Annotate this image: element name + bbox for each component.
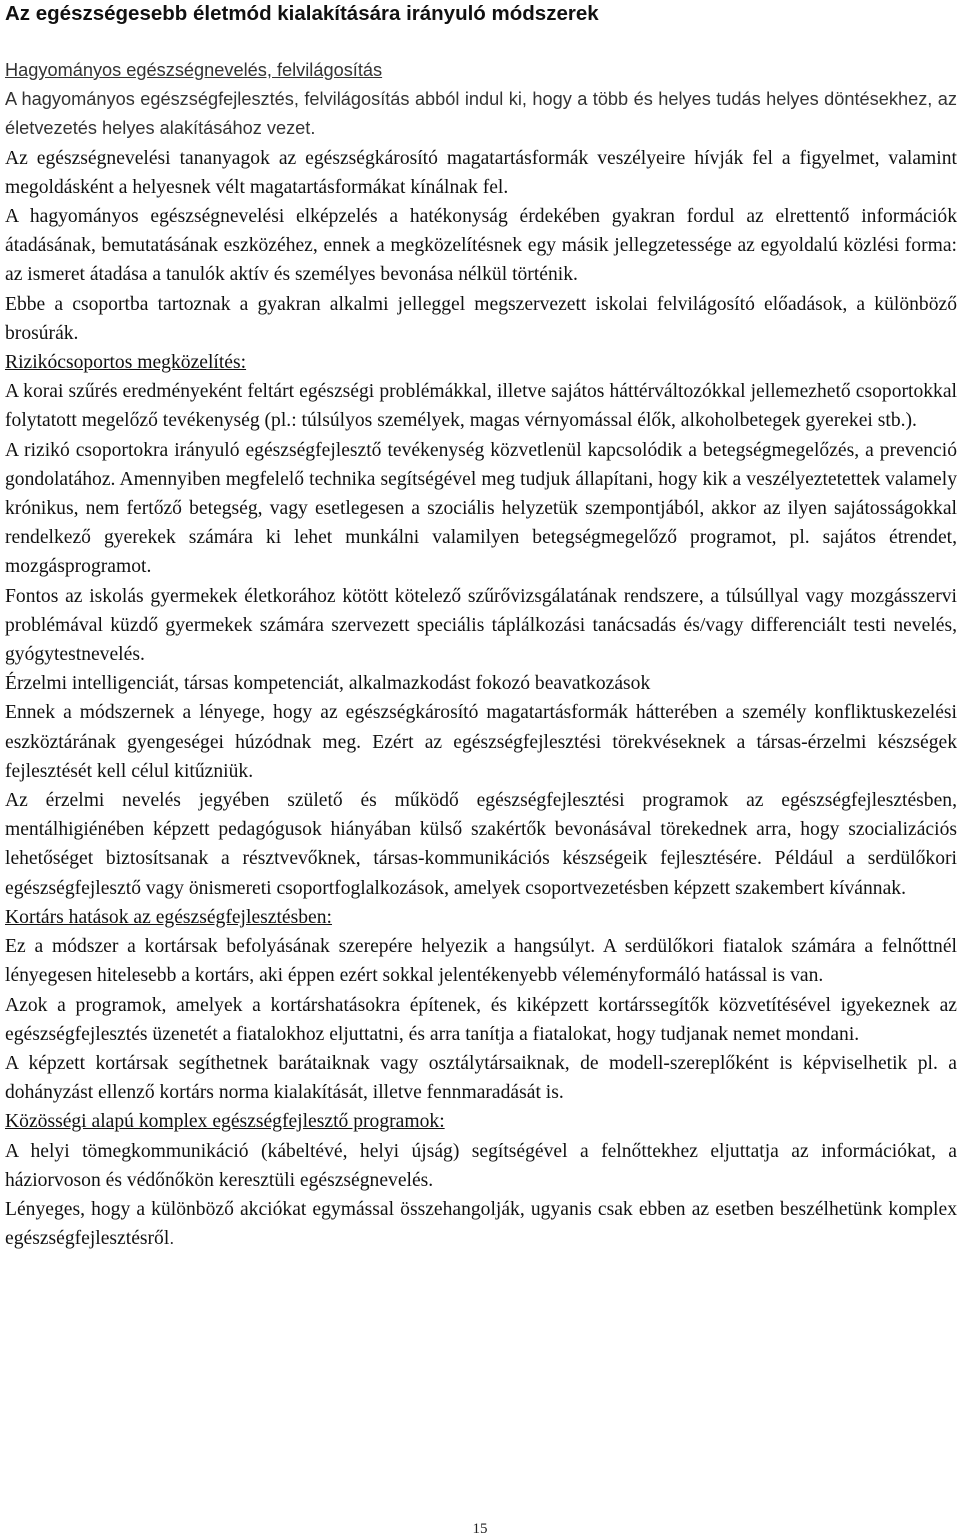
section-heading: Érzelmi intelligenciát, társas kompetenciát, alkalmazkodást fokozó beavatkozások <box>5 673 651 695</box>
text-run: A hagyományos egészségnevelési elképzelés a hatékonyság érdekében gyakran fordul az elrettentő információk átadásának, bemutatásának eszközéhez, ennek a megközelítésnek egy másik jellegzetessége az egyoldalú közlési forma: az ismeret átadása a tanulók aktív és személyes bevonása nélkül történik. <box>5 206 957 286</box>
paragraph <box>5 698 957 786</box>
paragraph <box>5 377 957 435</box>
paragraph <box>5 786 957 903</box>
paragraph <box>5 85 957 143</box>
text-run: A rizikó csoportokra irányuló egészségfejlesztő tevékenység közvetlenül kapcsolódik a betegségmegelőzés, a prevenció gondolatához. Amennyiben megfelelő technika segítségével meg tudjuk állapítani, hogy kik a veszélyeztetettek valamely krónikus, nem fertőző betegség, vagy esetlegesen a szociális helyzetük szempontjából, akkor az ilyen sajátosságokkal rendelkező gyerekek számára ki lehet munkálni valamilyen betegségmegelőző programot, pl. sajátos étrendet, mozgásprogramot. <box>5 439 957 578</box>
text-run: Ez a módszer a kortársak befolyásának szerepére helyezik a hangsúlyt. A serdülőkori fiatalok számára a felnőttnél lényegesen hitelesebb a kortárs, aki éppen ezért sokkal jelentékenyebb véleményformáló hatással is van. <box>5 936 957 987</box>
text-run: A hagyományos egészségfejlesztés, felvilágosítás abból indul ki, hogy a több és helyes tudás helyes döntésekhez, az életvezetés helyes alakításához vezet. <box>5 89 957 139</box>
text-run: Ebbe a csoportba tartoznak a gyakran alkalmi jelleggel megszervezett iskolai felvilágosító előadások, a különböző brosúrák. <box>5 293 957 344</box>
page-number: 15 <box>472 1521 488 1537</box>
section-heading: Közösségi alapú komplex egészségfejlesztő programok: <box>5 1111 445 1133</box>
paragraph <box>5 991 957 1049</box>
paragraph <box>5 1137 957 1195</box>
document-body <box>5 56 957 1253</box>
section-heading: Rizikócsoportos megközelítés: <box>5 352 247 374</box>
paragraph <box>5 144 957 202</box>
paragraph <box>5 202 957 290</box>
text-run: . <box>169 1228 175 1249</box>
text-run: A helyi tömegkommunikáció (kábeltévé, helyi újság) segítségével a felnőttekhez eljuttatja az információkat, a háziorvoson és védőnőkön keresztüli egészségnevelés. <box>5 1140 957 1191</box>
paragraph <box>5 1049 957 1107</box>
paragraph <box>5 436 957 582</box>
text-run: Az egészségnevelési tananyagok az egészségkárosító magatartásformák veszélyeire hívják fel a figyelmet, valamint megoldásként a helyesnek vélt magatartásformákat kínálnak fel. <box>5 147 957 198</box>
paragraph <box>5 932 957 990</box>
paragraph <box>5 582 957 670</box>
text-run: Fontos az iskolás gyermekek életkorához kötött kötelező szűrővizsgálatának rendszere, a túlsúllyal vagy mozgásszervi problémával küzdő gyermekek számára szervezett speciális táplálkozási tanácsadás és/vagy differenciált testi nevelés, gyógytestnevelés. <box>5 585 957 666</box>
section-heading: Kortárs hatások az egészségfejlesztésben: <box>5 906 332 928</box>
text-run: Lényeges, hogy a különböző akciókat egymással összehangolják, ugyanis csak ebben az esetben beszélhetünk komplex egészségfejlesztésről <box>5 1198 957 1250</box>
paragraph <box>5 1195 957 1253</box>
text-run: A korai szűrés eredményeként feltárt egészségi problémákkal, illetve sajátos háttérváltozókkal jellemezhető csoportokkal folytatott megelőző tevékenység (pl.: túlsúlyos személyek, magas vérnyomással élők, alkoholbetegek gyerekei stb.). <box>5 381 957 432</box>
text-run: Ennek a módszernek a lényege, hogy az egészségkárosító magatartásformák hátterében a személy konfliktuskezelési eszköztárának gyengeségei húzódnak meg. Ezért az egészségfejlesztési törekvéseknek a társas-érzelmi készségek fejlesztését kell célul kitűzniük. <box>5 702 957 782</box>
text-run: Az érzelmi nevelés jegyében születő és működő egészségfejlesztési programok az egészségfejlesztésben, mentálhigiénében képzett pedagógusok hiányában külső szakértők bevonásával törekednek arra, hogy szocializációs lehetőséget biztosítsanak a résztvevőknek, társas-kommunikációs készségeik fejlesztésére. Például a serdülőkori egészségfejlesztő vagy önismereti csoportfoglalkozások, amelyek csoportvezetésben képzett szakembert kívánnak. <box>5 790 957 899</box>
page-title: Az egészségesebb életmód kialakítására irányuló módszerek <box>5 2 599 25</box>
paragraph <box>5 290 957 348</box>
section-heading: Hagyományos egészségnevelés, felvilágosítás <box>5 60 383 80</box>
text-run: A képzett kortársak segíthetnek barátaiknak vagy osztálytársaiknak, de modell-szereplőként is képviselhetik pl. a dohányzást ellenző kortárs norma kialakítását, illetve fennmaradását is. <box>5 1052 957 1104</box>
text-run: Azok a programok, amelyek a kortárshatásokra építenek, és kiképzett kortárssegítők közvetítésével igyekeznek az egészségfejlesztés üzenetét a fiatalokhoz eljuttatni, és arra tanítja a fiatalokat, hogy tudjanak nemet mondani. <box>5 994 957 1045</box>
